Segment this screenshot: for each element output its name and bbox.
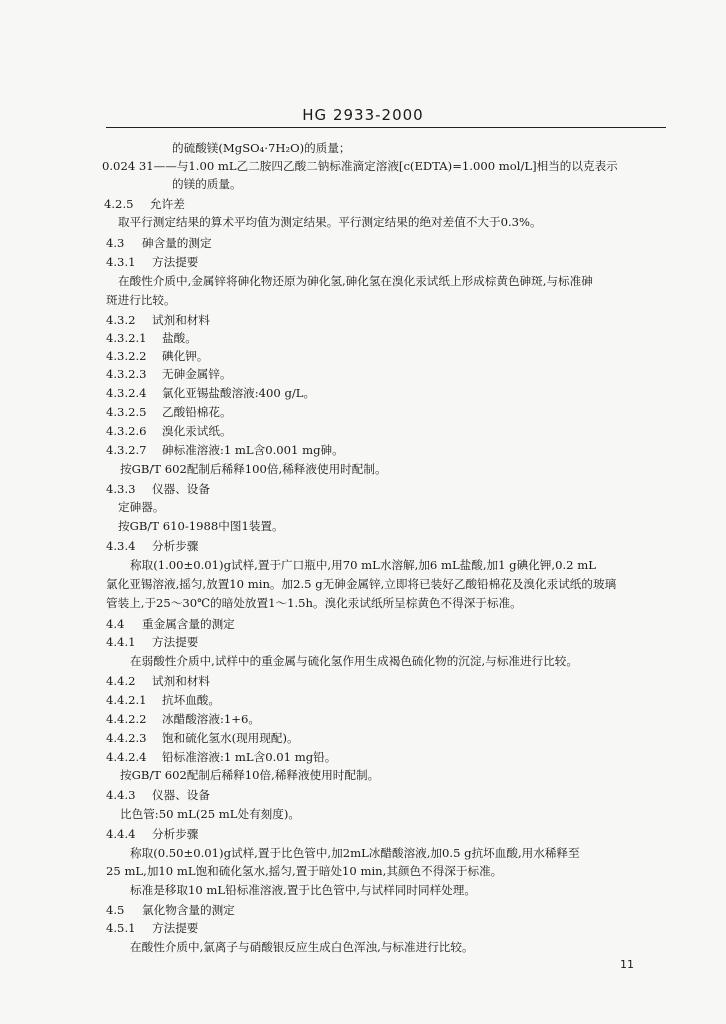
body-text-line — [120, 807, 300, 821]
section-heading — [106, 827, 198, 841]
body-text-line — [120, 462, 387, 476]
line-text: 的镁的质量。 — [172, 177, 242, 191]
section-heading — [106, 731, 299, 745]
line-text: 乙酸铅棉花。 — [162, 405, 232, 419]
line-text: 取平行测定结果的算术平均值为测定结果。平行测定结果的绝对差值不大于0.3%。 — [118, 215, 542, 229]
body-text-line — [130, 654, 578, 668]
line-text: 按GB/T 610-1988中图1装置。 — [118, 519, 284, 533]
line-text: 定砷器。 — [118, 500, 165, 514]
section-heading — [106, 424, 232, 438]
line-text: 溴化汞试纸。 — [162, 424, 232, 438]
section-heading — [106, 539, 198, 553]
section-number: 4.3.2.7 — [106, 443, 147, 457]
line-text: 碘化钾。 — [162, 349, 209, 363]
section-number: 4.4.2.1 — [106, 693, 147, 707]
body-text-line — [118, 274, 593, 288]
section-heading — [106, 617, 235, 631]
body-text-line — [120, 768, 379, 782]
section-heading — [104, 197, 185, 211]
line-text: 仪器、设备 — [152, 482, 210, 496]
standard-code-header: HG 2933-2000 — [302, 106, 424, 124]
section-heading — [106, 712, 260, 726]
section-heading — [106, 788, 210, 802]
line-text: 抗坏血酸。 — [162, 693, 220, 707]
section-number: 4.4.3 — [106, 788, 136, 802]
section-heading — [106, 443, 344, 457]
body-text-line — [102, 159, 618, 173]
line-text: 无砷金属锌。 — [162, 367, 232, 381]
line-text: 斑进行比较。 — [106, 293, 176, 307]
section-number: 4.3.3 — [106, 482, 136, 496]
line-text: 饱和硫化氢水(现用现配)。 — [162, 731, 299, 745]
line-text: 氯化亚锡盐酸溶液:400 g/L。 — [162, 386, 316, 400]
section-number: 4.3.2.1 — [106, 331, 147, 345]
line-text: 分析步骤 — [152, 539, 199, 553]
section-number: 4.4.2.2 — [106, 712, 147, 726]
line-text: 标准是移取10 mL铅标准溶液,置于比色管中,与试样同时同样处理。 — [130, 883, 476, 897]
section-number: 4.4.1 — [106, 635, 136, 649]
line-text: 称取(1.00±0.01)g试样,置于广口瓶中,用70 mL水溶解,加6 mL盐酸,加1 g碘化钾,0.2 mL — [130, 558, 596, 572]
line-text: 0.024 31——与1.00 mL乙二胺四乙酸二钠标准滴定溶液[c(EDTA)=1.000 mol/L]相当的以克表示 — [102, 159, 618, 173]
section-heading — [106, 674, 210, 688]
section-heading — [106, 903, 235, 917]
line-text: 砷标准溶液:1 mL含0.001 mg砷。 — [162, 443, 344, 457]
body-text-line — [106, 293, 176, 307]
line-text: 按GB/T 602配制后稀释10倍,稀释液使用时配制。 — [120, 768, 380, 782]
section-number: 4.3.4 — [106, 539, 136, 553]
section-number: 4.3.1 — [106, 255, 136, 269]
section-number: 4.4.2 — [106, 674, 136, 688]
section-heading — [106, 313, 210, 327]
section-heading — [106, 236, 212, 250]
section-number: 4.4.2.4 — [106, 750, 147, 764]
line-text: 方法提要 — [152, 255, 199, 269]
line-text: 比色管:50 mL(25 mL处有刻度)。 — [120, 807, 300, 821]
line-text: 在酸性介质中,金属锌将砷化物还原为砷化氢,砷化氢在溴化汞试纸上形成棕黄色砷斑,与标准砷 — [118, 274, 593, 288]
line-text: 允许差 — [150, 197, 185, 211]
header-rule — [106, 127, 666, 128]
body-text-line — [118, 519, 284, 533]
section-heading — [106, 405, 232, 419]
line-text: 铅标准溶液:1 mL含0.01 mg铅。 — [162, 750, 337, 764]
page-number: 11 — [620, 958, 634, 971]
body-text-line — [106, 577, 616, 591]
line-text: 称取(0.50±0.01)g试样,置于比色管中,加2mL冰醋酸溶液,加0.5 g抗坏血酸,用水稀释至 — [130, 846, 580, 860]
line-text: 按GB/T 602配制后稀释100倍,稀释液使用时配制。 — [120, 462, 387, 476]
body-text-line — [118, 215, 542, 229]
section-heading — [106, 255, 198, 269]
body-text-line — [130, 883, 476, 897]
body-text-line — [130, 940, 474, 954]
line-text: 在酸性介质中,氯离子与硝酸银反应生成白色浑浊,与标准进行比较。 — [130, 940, 474, 954]
line-text: 盐酸。 — [162, 331, 197, 345]
line-text: 冰醋酸溶液:1+6。 — [162, 712, 260, 726]
body-text-line — [172, 177, 242, 191]
line-text: 试剂和材料 — [152, 674, 210, 688]
line-text: 氯化亚锡溶液,摇匀,放置10 min。加2.5 g无砷金属锌,立即将已装好乙酸铅棉花及溴化汞试纸的玻璃 — [106, 577, 617, 591]
body-text-line — [130, 846, 580, 860]
section-number: 4.3.2.5 — [106, 405, 147, 419]
line-text: 的硫酸镁(MgSO₄·7H₂O)的质量； — [172, 141, 351, 155]
line-text: 分析步骤 — [152, 827, 199, 841]
body-text-line — [118, 500, 164, 514]
section-number: 4.3.2.2 — [106, 349, 147, 363]
section-heading — [106, 331, 197, 345]
section-number: 4.3.2 — [106, 313, 136, 327]
line-text: 方法提要 — [152, 921, 199, 935]
section-number: 4.4.4 — [106, 827, 136, 841]
body-text-line — [106, 596, 522, 610]
line-text: 氯化物含量的测定 — [142, 903, 235, 917]
section-number: 4.3.2.4 — [106, 386, 147, 400]
line-text: 仪器、设备 — [152, 788, 210, 802]
section-heading — [106, 921, 198, 935]
section-number: 4.5 — [106, 903, 125, 917]
body-text-line — [130, 558, 596, 572]
section-number: 4.4 — [106, 617, 125, 631]
line-text: 在弱酸性介质中,试样中的重金属与硫化氢作用生成褐色硫化物的沉淀,与标准进行比较。 — [130, 654, 578, 668]
section-heading — [106, 635, 198, 649]
section-heading — [106, 750, 336, 764]
section-heading — [106, 367, 232, 381]
section-number: 4.5.1 — [106, 921, 136, 935]
line-text: 25 mL,加10 mL饱和硫化氢水,摇匀,置于暗处10 min,其颜色不得深于标准。 — [106, 864, 503, 878]
line-text: 试剂和材料 — [152, 313, 210, 327]
section-number: 4.4.2.3 — [106, 731, 147, 745]
line-text: 方法提要 — [152, 635, 199, 649]
line-text: 重金属含量的测定 — [142, 617, 235, 631]
line-text: 管装上,于25～30℃的暗处放置1～1.5h。溴化汞试纸所呈棕黄色不得深于标准。 — [106, 596, 522, 610]
section-heading — [106, 386, 315, 400]
body-text-line — [106, 864, 502, 878]
line-text: 砷含量的测定 — [142, 236, 212, 250]
section-heading — [106, 482, 210, 496]
section-heading — [106, 693, 220, 707]
section-number: 4.3 — [106, 236, 125, 250]
section-number: 4.3.2.6 — [106, 424, 147, 438]
section-number: 4.3.2.3 — [106, 367, 147, 381]
section-number: 4.2.5 — [104, 197, 134, 211]
section-heading — [106, 349, 208, 363]
body-text-line — [172, 141, 351, 155]
